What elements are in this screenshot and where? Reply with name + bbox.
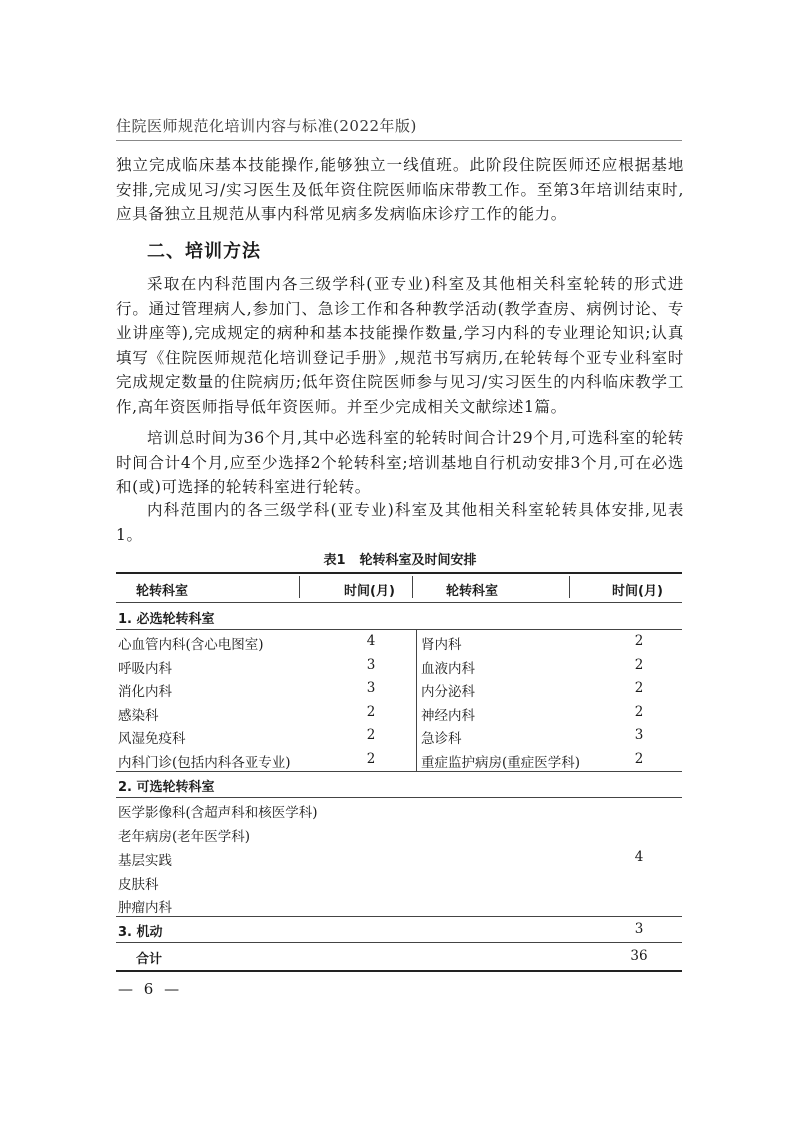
group1-middle-vline: [416, 630, 417, 771]
dept-name: 急诊科: [421, 731, 462, 747]
list-item: 皮肤科: [118, 877, 159, 893]
group2-bottom-rule: [116, 916, 682, 917]
dept-months: 2: [634, 751, 644, 767]
dept-months: 2: [366, 751, 376, 767]
header-vline-2: [412, 576, 413, 598]
col-header-months-right: 时间(月): [612, 584, 663, 599]
header-vline-1: [299, 576, 300, 598]
dept-name: 消化内科: [118, 684, 172, 700]
header-bottom-rule: [116, 602, 682, 603]
total-label: 合计: [136, 952, 163, 967]
group1-title-rule: [116, 629, 682, 630]
dept-name: 血液内科: [421, 661, 475, 677]
dept-months: 2: [634, 704, 644, 720]
dept-name: 肾内科: [421, 637, 462, 653]
dept-name: 心血管内科(含心电图室): [118, 637, 264, 653]
table-bottom-rule: [116, 970, 682, 972]
table-caption: [0, 549, 800, 568]
dept-months: 2: [366, 704, 376, 720]
group3-title: 3. 机动: [118, 925, 163, 940]
table-caption-title: 轮转科室及时间安排: [359, 553, 477, 568]
dept-months: 2: [634, 657, 644, 673]
col-header-dept-right: 轮转科室: [446, 584, 499, 599]
list-item: 肿瘤内科: [118, 900, 172, 916]
dept-name: 呼吸内科: [118, 661, 172, 677]
section-heading: 二、培训方法: [147, 241, 261, 262]
dept-months: 3: [634, 727, 644, 743]
dept-name: 内科门诊(包括内科各亚专业): [118, 755, 291, 771]
dept-months: 4: [366, 633, 376, 649]
header-rule: [116, 140, 682, 141]
list-item: 医学影像科(含超声科和核医学科): [118, 805, 318, 821]
paragraph-4: 内科范围内的各三级学科(亚专业)科室及其他相关科室轮转具体安排,见表1。: [116, 501, 684, 544]
group1-bottom-rule: [116, 771, 682, 772]
col-header-dept-left: 轮转科室: [136, 584, 189, 599]
dept-name: 内分泌科: [421, 684, 475, 700]
paragraph-1: 独立完成临床基本技能操作,能够独立一线值班。此阶段住院医师还应根据基地安排,完成见习/实习医生及低年资住院医师临床带教工作。至第3年培训结束时,应具备独立且规范从事内科常见病多发病临床诊疗工作的能力。: [116, 156, 684, 223]
group1-title: 1. 必选轮转科室: [118, 612, 215, 627]
group3-bottom-rule: [116, 942, 682, 943]
group3-months: 3: [634, 921, 644, 937]
table-caption-number: 表1: [323, 553, 346, 568]
table-top-rule: [116, 572, 682, 574]
dept-months: 2: [366, 727, 376, 743]
dept-months: 3: [366, 657, 376, 673]
paragraph-3: 培训总时间为36个月,其中必选科室的轮转时间合计29个月,可选科室的轮转时间合计4个月,应至少选择2个轮转科室;培训基地自行机动安排3个月,可在必选和(或)可选择的轮转科室进行轮转。: [116, 429, 684, 496]
page-number: — 6 —: [118, 980, 183, 998]
dept-name: 感染科: [118, 708, 159, 724]
header-vline-3: [569, 576, 570, 598]
total-months: 36: [630, 948, 648, 964]
list-item: 基层实践: [118, 853, 172, 869]
col-header-months-left: 时间(月): [344, 584, 395, 599]
list-item: 老年病房(老年医学科): [118, 829, 251, 845]
group2-months: 4: [634, 849, 644, 865]
dept-name: 神经内科: [421, 708, 475, 724]
dept-months: 2: [634, 680, 644, 696]
dept-name: 重症监护病房(重症医学科): [421, 755, 581, 771]
running-header: 住院医师规范化培训内容与标准(2022年版): [116, 117, 417, 135]
dept-months: 2: [634, 633, 644, 649]
group2-title-rule: [116, 797, 682, 798]
dept-months: 3: [366, 680, 376, 696]
paragraph-2: 采取在内科范围内各三级学科(亚专业)科室及其他相关科室轮转的形式进行。通过管理病人,参加门、急诊工作和各种教学活动(教学查房、病例讨论、专业讲座等),完成规定的病种和基本技能操作数量,学习内科的专业理论知识;认真填写《住院医师规范化培训登记手册》,规范书写病历,在轮转每个亚专业科室时完成规定数量的住院病历;低年资住院医师参与见习/实习医生的内科临床教学工作,高年资医师指导低年资医师。并至少完成相关文献综述1篇。: [116, 275, 684, 416]
dept-name: 风湿免疫科: [118, 731, 186, 747]
group2-title: 2. 可选轮转科室: [118, 780, 215, 795]
